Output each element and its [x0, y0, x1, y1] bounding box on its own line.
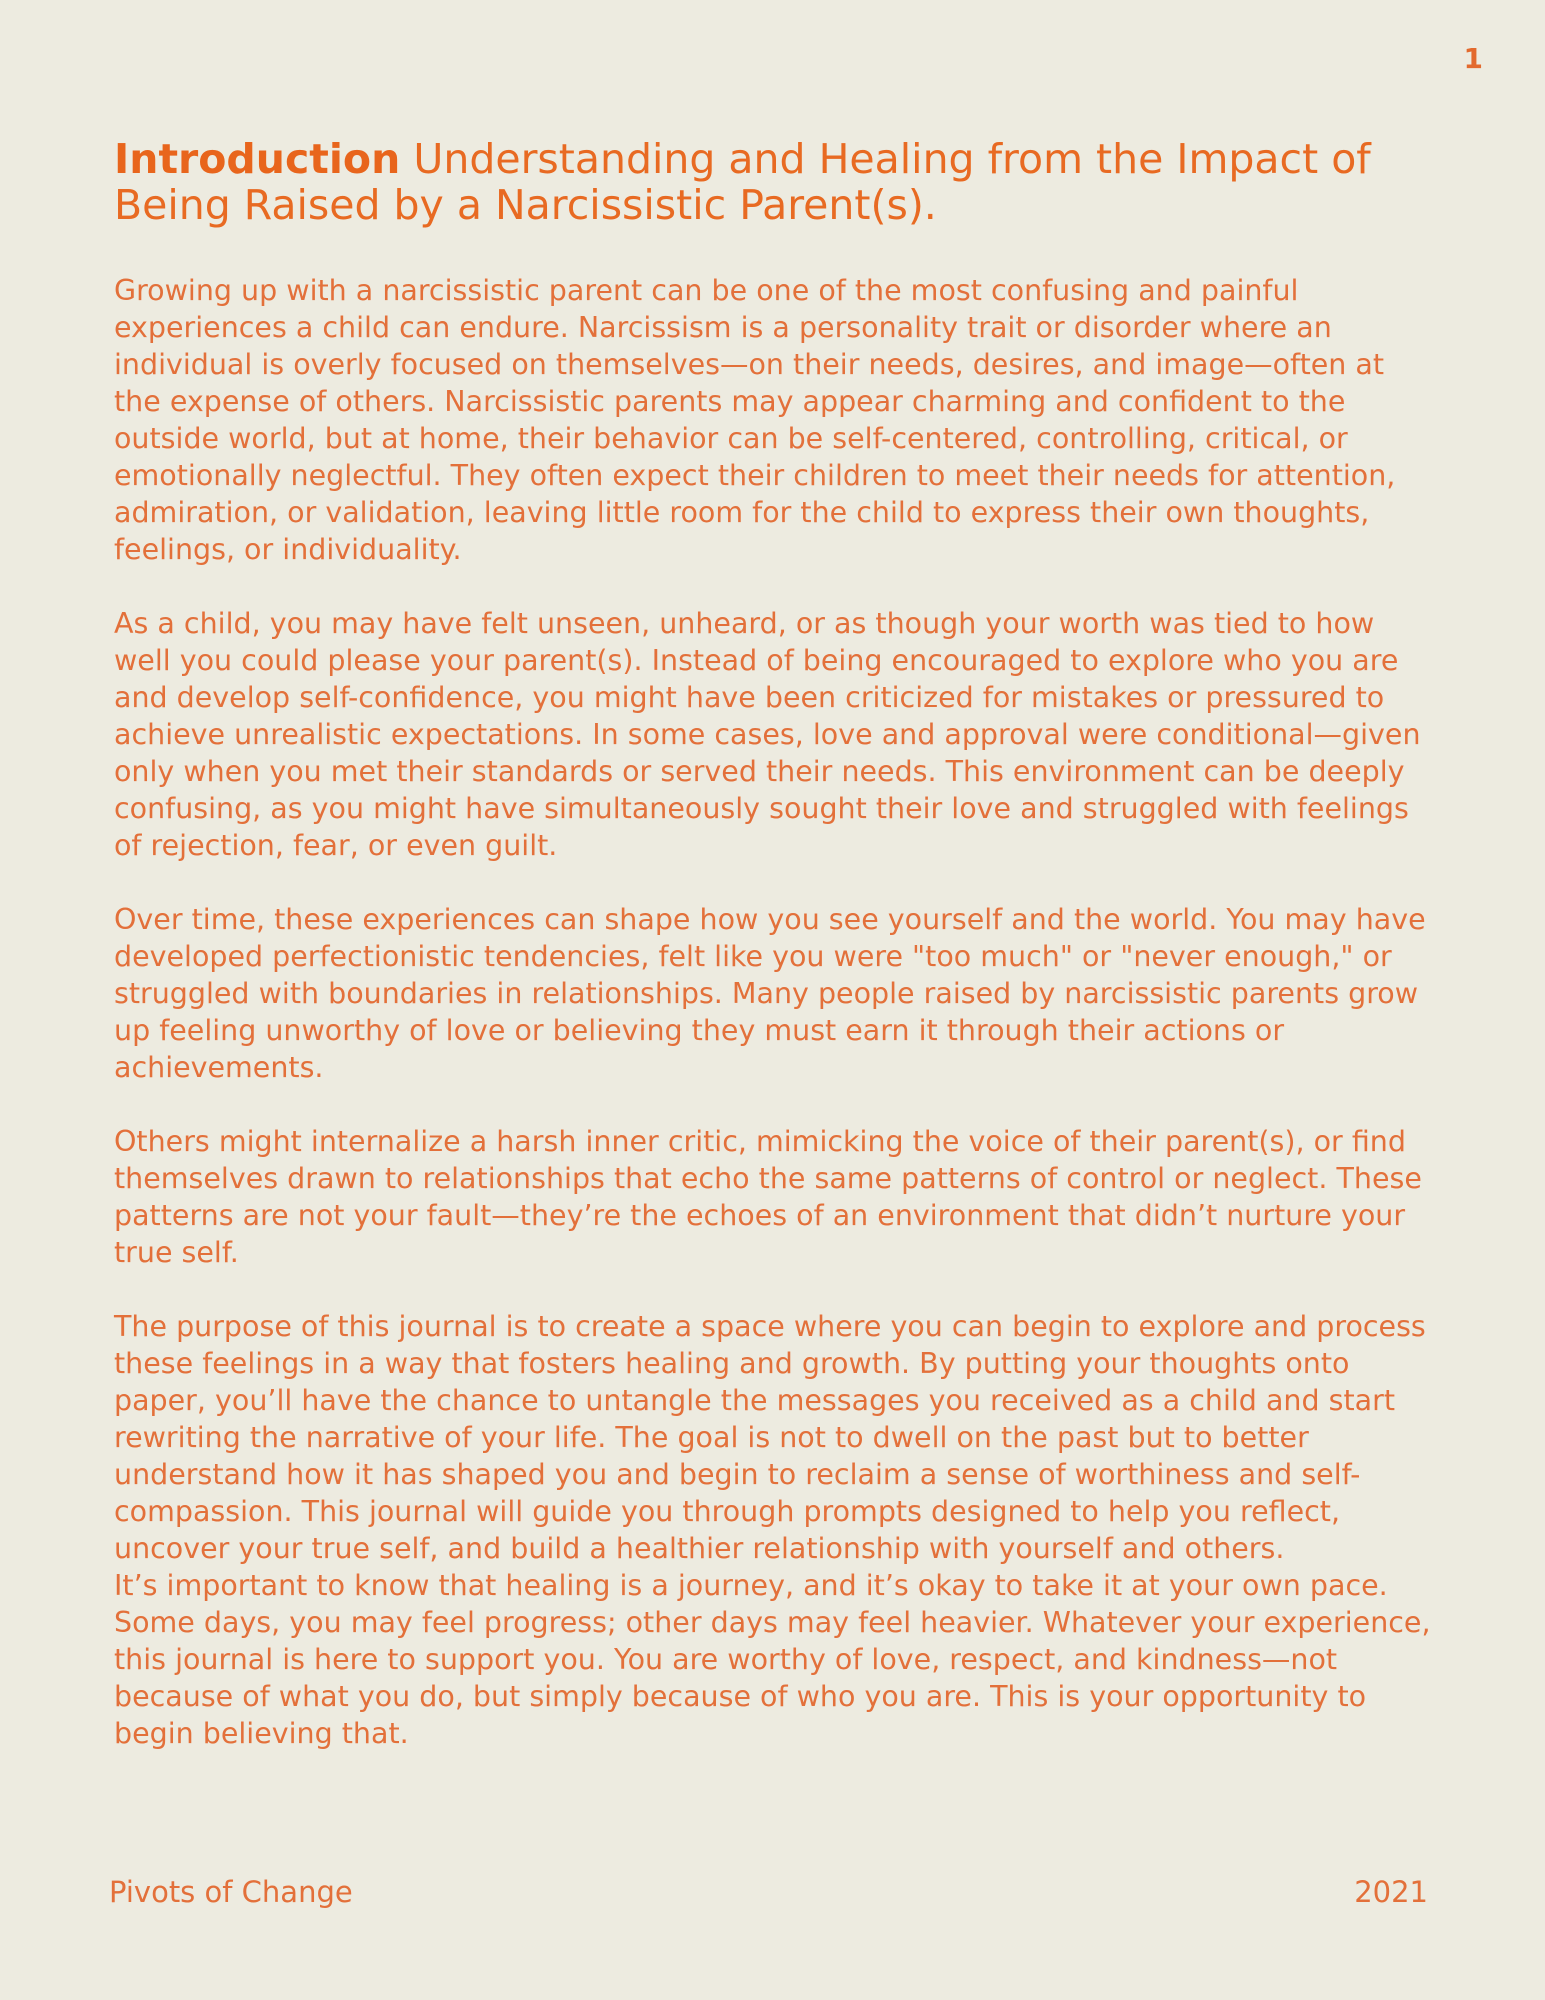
paragraph-1: Growing up with a narcissistic parent can be one of the most confusing and painful experiences a child can endure. Narcissism is a personality trait or disorder where an individual is overly focused on themselves—on their needs, desires, and image—often at the expense of others. Narcissistic parents may appear charming and confident to the outside world, but at home, their behavior can be self-centered, controlling, critical, or emotionally neglectful. They often expect their children to meet their needs for attention, admiration, or validation, leaving little room for the child to express their own thoughts, feelings, or individuality.	[114, 274, 1396, 566]
heading-subtitle: Understanding and Healing from the Impact of Being Raised by a Narcissistic Parent(s).	[114, 135, 1371, 229]
heading-lead: Introduction	[114, 135, 401, 183]
footer-year: 2021	[1354, 1875, 1428, 1909]
paragraph-4: Others might internalize a harsh inner critic, mimicking the voice of their parent(s), or find themselves drawn to relationships that echo the same patterns of control or neglect. These patterns are not your fault—they’re the echoes of an environment that didn’t nurture your true self.	[114, 1125, 1422, 1269]
page-number: 1	[1463, 42, 1483, 75]
paragraph-6: It’s important to know that healing is a journey, and it’s okay to take it at your own pace. Some days, you may feel progress; other days may feel heavier. Whatever your experience, this journal is here to support you. You are worthy of love, respect, and kindness—not because of what you do, but simply because of who you are. This is your opportunity to begin believing that.	[114, 1569, 1431, 1750]
body-text	[114, 272, 1434, 1789]
footer-brand: Pivots of Change	[109, 1875, 353, 1909]
paragraph-5: The purpose of this journal is to create a space where you can begin to explore and process these feelings in a way that fosters healing and growth. By putting your thoughts onto paper, you’ll have the chance to untangle the messages you received as a child and start rewriting the narrative of your life. The goal is not to dwell on the past but to better understand how it has shaped you and begin to reclaim a sense of worthiness and self-compassion. This journal will guide you through prompts designed to help you reflect, uncover your true self, and build a healthier relationship with yourself and others.	[114, 1310, 1426, 1565]
page-heading	[114, 136, 1434, 228]
paragraph-3: Over time, these experiences can shape how you see yourself and the world. You may have developed perfectionistic tendencies, felt like you were "too much" or "never enough," or struggled with boundaries in relationships. Many people raised by narcissistic parents grow up feeling unworthy of love or believing they must earn it through their actions or achievements.	[114, 903, 1426, 1084]
paragraph-2: As a child, you may have felt unseen, unheard, or as though your worth was tied to how well you could please your parent(s). Instead of being encouraged to explore who you are and develop self-confidence, you might have been criticized for mistakes or pressured to achieve unrealistic expectations. In some cases, love and approval were conditional—given only when you met their standards or served their needs. This environment can be deeply confusing, as you might have simultaneously sought their love and struggled with feelings of rejection, fear, or even guilt.	[114, 607, 1421, 862]
